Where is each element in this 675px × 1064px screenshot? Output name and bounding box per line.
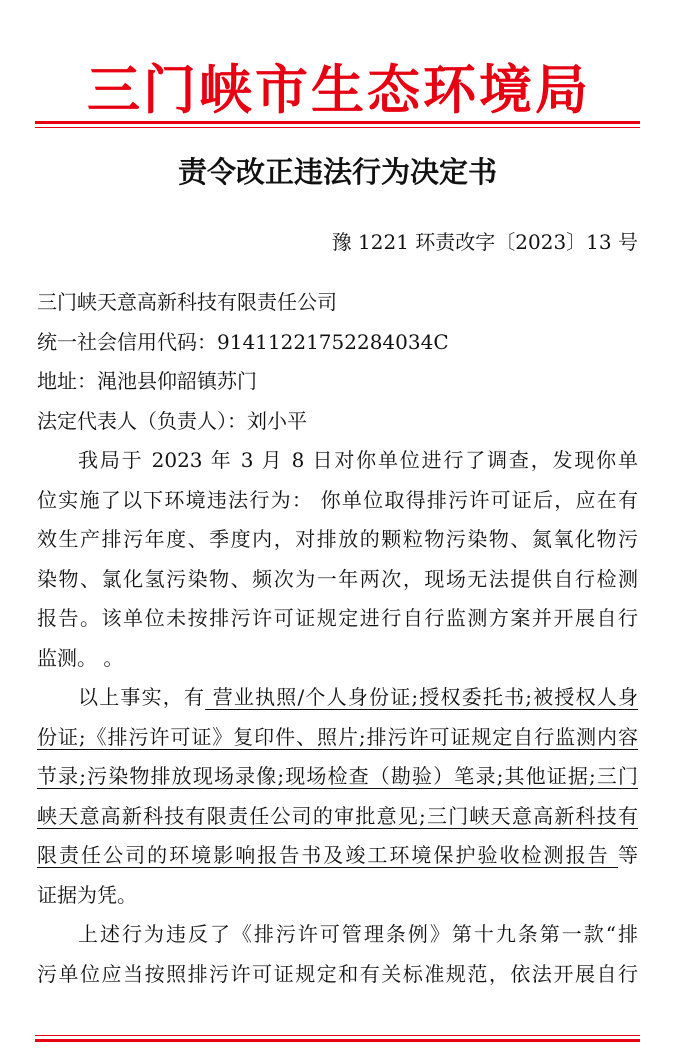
legal-rep-value: 刘小平 xyxy=(247,408,307,433)
paragraph-1-line-2: 位实施了以下环境违法行为： 你单位取得排污许可证后，应在有 xyxy=(37,487,638,512)
paragraph-2-line-5 xyxy=(37,836,638,876)
evidence-list-underlined: 份证;《排污许可证》复印件、照片;排污许可证规定自行监测内容 xyxy=(37,724,638,749)
legal-rep-line xyxy=(37,402,638,442)
footer-red-rule-thin xyxy=(35,1035,640,1036)
header-red-rule-thick xyxy=(35,121,640,124)
paragraph-1-line-5: 报告。该单位未按排污许可证规定进行自行监测方案并开展自行 xyxy=(37,606,638,630)
address-label: 地址： xyxy=(37,369,97,393)
address-value: 渑池县仰韶镇苏门 xyxy=(97,369,257,393)
paragraph-3-line-1: 上述行为违反了《排污许可管理条例》第十九条第一款“排 xyxy=(78,922,638,946)
paragraph-2-line-4 xyxy=(37,797,638,837)
paragraph-2-line-3 xyxy=(37,757,638,797)
paragraph-1-line-3: 效生产排污年度、季度内，对排放的颗粒物污染物、氮氧化物污 xyxy=(37,527,638,551)
header-red-rule-thin xyxy=(35,127,640,128)
paragraph-2-line-6: 证据为凭。 xyxy=(37,882,137,907)
paragraph-3-line-2: 污单位应当按照排污许可证规定和有关标准规范，依法开展自行 xyxy=(37,961,638,986)
document-body xyxy=(37,283,638,994)
evidence-list-underlined: 限责任公司的环境影响报告书及竣工环境保护验收检测报告 xyxy=(37,843,618,867)
paragraph-1-line-4: 染物、氯化氢污染物、频次为一年两次，现场无法提供自行检测 xyxy=(37,566,638,591)
credit-code-label: 统一社会信用代码： xyxy=(37,329,217,354)
address-line xyxy=(37,362,638,402)
legal-rep-label: 法定代表人（负责人）： xyxy=(37,408,247,433)
recipient-name: 三门峡天意高新科技有限责任公司 xyxy=(37,290,337,314)
document-number: 豫 1221 环责改字〔2023〕13 号 xyxy=(331,230,638,254)
document-title: 责令改正违法行为决定书 xyxy=(177,155,497,189)
paragraph-1-line-1: 我局于 2023 年 3 月 8 日对你单位进行了调查，发现你单 xyxy=(78,448,638,472)
evidence-intro: 以上事实，有 xyxy=(78,685,206,709)
evidence-list-underlined: 节录;污染物排放现场录像;现场检查（勘验）笔录;其他证据;三门 xyxy=(37,764,638,788)
evidence-suffix: 等 xyxy=(618,843,638,867)
agency-header: 三门峡市生态环境局 xyxy=(87,59,591,121)
paragraph-2-line-1 xyxy=(37,678,638,718)
evidence-list-underlined: 营业执照/个人身份证;授权委托书;被授权人身 xyxy=(205,685,638,709)
paragraph-evidence xyxy=(37,678,638,915)
credit-code-line xyxy=(37,323,638,363)
paragraph-violation xyxy=(37,915,638,994)
footer-red-rule-thick xyxy=(35,1039,640,1042)
paragraph-2-line-2 xyxy=(37,718,638,758)
paragraph-1-line-6: 监测。 。 xyxy=(37,645,124,670)
credit-code-value: 91411221752284034C xyxy=(217,329,449,354)
evidence-list-underlined: 峡天意高新科技有限责任公司的审批意见;三门峡天意高新科技有 xyxy=(37,803,638,828)
paragraph-investigation xyxy=(37,441,638,678)
